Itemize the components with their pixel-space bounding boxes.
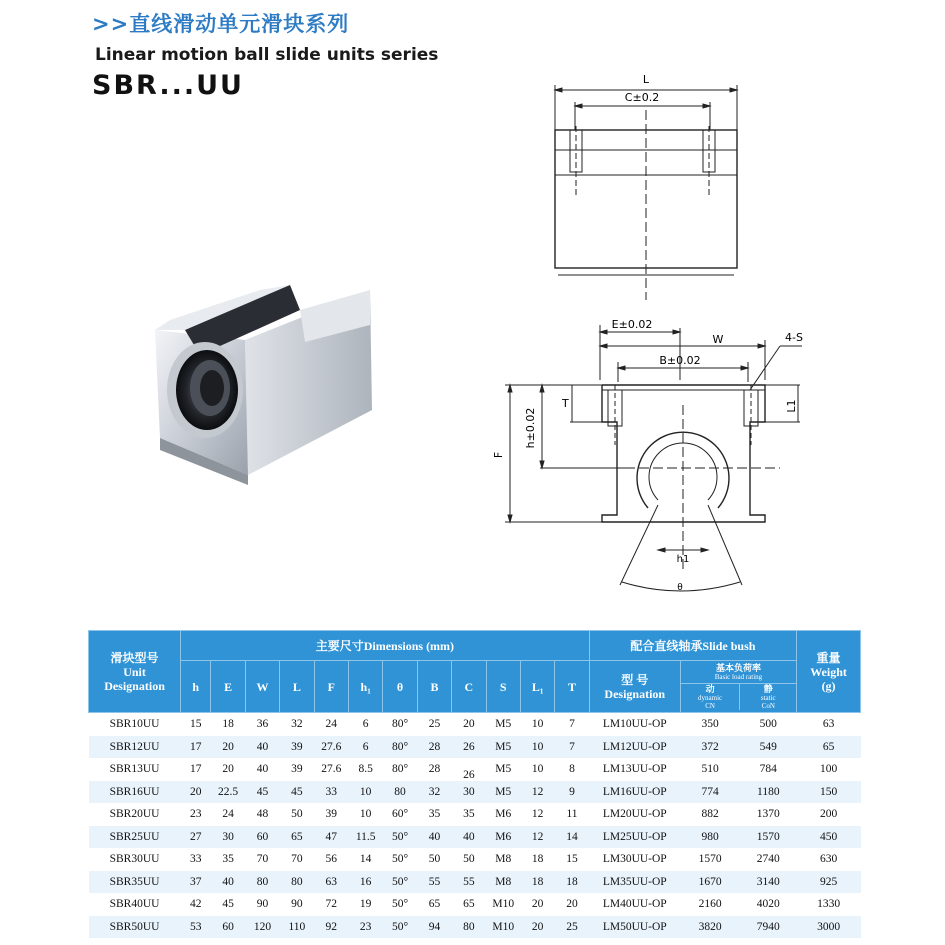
cell-bush-designation: LM30UU-OP — [602, 853, 667, 866]
header-weight-unit: (g) — [821, 678, 836, 693]
col-W: W — [245, 661, 279, 713]
cell-S: M5 — [495, 718, 512, 731]
cell-h: 20 — [181, 781, 211, 804]
cell-L1: 12 — [520, 826, 554, 849]
cell-E: 30 — [211, 826, 245, 849]
cell-h: 23 — [189, 808, 202, 821]
dim-label-h: h±0.02 — [524, 407, 537, 449]
cell-h: 17 — [181, 736, 211, 759]
cell-W: 36 — [256, 718, 269, 731]
cell-bush-designation: LM35UU-OP — [589, 871, 680, 894]
static-symbol: CoN — [761, 702, 775, 710]
cell-F: 72 — [325, 898, 338, 911]
cell-h1: 14 — [359, 853, 372, 866]
cell-h: 15 — [189, 718, 202, 731]
cell-F: 27.6 — [314, 736, 348, 759]
spec-table — [88, 630, 861, 938]
cell-static: 1370 — [756, 808, 780, 821]
col-L: L — [280, 661, 314, 713]
cell-L: 45 — [280, 781, 314, 804]
cell-L1: 10 — [520, 736, 554, 759]
cell-F: 33 — [314, 781, 348, 804]
cell-L1: 10 — [531, 763, 544, 776]
dim-label-S: 4-S — [785, 331, 803, 344]
cell-T: 9 — [555, 781, 589, 804]
cell-T: 15 — [566, 853, 578, 866]
cell-S: M5 — [495, 763, 512, 776]
rating-en: Basic load rating — [714, 673, 763, 681]
cell-weight: 3000 — [797, 916, 861, 939]
cell-S: M6 — [486, 826, 520, 849]
cell-S: M10 — [492, 898, 515, 911]
table-row — [89, 826, 861, 849]
cell-static: 549 — [740, 736, 797, 759]
cell-theta: 50° — [392, 853, 409, 866]
cell-L: 32 — [291, 718, 303, 731]
header-weight-en: Weight — [810, 664, 847, 679]
cell-C-merged: 26 — [463, 768, 475, 781]
cell-W: 120 — [245, 916, 279, 939]
dim-label-W: W — [712, 333, 724, 346]
cell-static: 500 — [759, 718, 777, 731]
cell-weight: 63 — [822, 718, 835, 731]
table-row — [89, 736, 861, 759]
cell-h: 33 — [189, 853, 202, 866]
cell-theta: 80° — [392, 763, 409, 776]
cell-bush-designation: LM20UU-OP — [602, 808, 667, 821]
row-designation: SBR35UU — [89, 871, 181, 894]
cell-C: 35 — [463, 808, 475, 821]
cell-W: 48 — [256, 808, 269, 821]
cell-h1: 6 — [362, 718, 369, 731]
cell-B: 28 — [417, 736, 451, 759]
row-designation: SBR12UU — [89, 736, 181, 759]
cell-B: 55 — [417, 871, 451, 894]
front-view-drawing — [480, 310, 820, 605]
cell-W: 70 — [256, 853, 269, 866]
cell-E: 24 — [222, 808, 234, 821]
row-designation: SBR10UU — [109, 718, 160, 731]
row-designation: SBR25UU — [89, 826, 181, 849]
cell-T: 8 — [569, 763, 575, 776]
cell-W: 60 — [245, 826, 279, 849]
spec-table-body — [89, 713, 861, 939]
cell-E: 45 — [222, 898, 234, 911]
col-h1: h₁ — [348, 661, 382, 713]
cell-bush-designation: LM50UU-OP — [589, 916, 680, 939]
cell-weight: 630 — [819, 853, 838, 866]
col-h: h — [181, 661, 211, 713]
col-F: F — [314, 661, 348, 713]
col-dynamic — [681, 684, 741, 710]
cell-h1: 6 — [348, 736, 382, 759]
cell-theta: 50° — [392, 898, 409, 911]
cell-T: 7 — [555, 736, 589, 759]
table-row — [89, 803, 861, 826]
cell-theta: 80° — [392, 718, 409, 731]
cell-S: M8 — [486, 871, 520, 894]
cell-h1: 19 — [359, 898, 372, 911]
cell-static: 4020 — [756, 898, 780, 911]
page-title-chinese: >>直线滑动单元滑块系列 — [92, 12, 350, 36]
spec-table-container — [88, 630, 861, 938]
cell-h: 17 — [189, 763, 202, 776]
dynamic-symbol: CN — [705, 702, 715, 710]
col-theta: θ — [383, 661, 417, 713]
cell-dynamic: 2160 — [698, 898, 722, 911]
header-unit-en: Unit — [123, 664, 146, 679]
cell-theta: 60° — [392, 808, 409, 821]
cell-T: 20 — [566, 898, 578, 911]
cell-bush-designation: LM12UU-OP — [589, 736, 680, 759]
cell-T: 14 — [555, 826, 589, 849]
table-row — [89, 758, 861, 781]
cell-B: 40 — [417, 826, 451, 849]
cell-bush-designation: LM10UU-OP — [602, 718, 667, 731]
cell-L: 110 — [280, 916, 314, 939]
cell-dynamic: 882 — [701, 808, 719, 821]
row-designation: SBR50UU — [89, 916, 181, 939]
cell-F: 27.6 — [321, 763, 342, 776]
cell-T: 25 — [555, 916, 589, 939]
cell-h: 37 — [181, 871, 211, 894]
cell-weight: 65 — [797, 736, 861, 759]
cell-dynamic: 510 — [701, 763, 719, 776]
static-cn: 静 — [763, 684, 773, 694]
table-row — [89, 713, 861, 736]
cell-C: 55 — [452, 871, 486, 894]
cell-F: 39 — [325, 808, 338, 821]
dim-label-B: B±0.02 — [659, 354, 701, 367]
dim-label-L1: L1 — [785, 399, 798, 413]
cell-T: 7 — [569, 718, 575, 731]
cell-theta: 50° — [383, 916, 417, 939]
cell-L: 90 — [291, 898, 303, 911]
cell-C: 20 — [463, 718, 475, 731]
cell-B: 50 — [428, 853, 441, 866]
cell-W: 45 — [245, 781, 279, 804]
table-row — [89, 871, 861, 894]
static-en: static — [760, 694, 776, 702]
cell-L1: 12 — [531, 808, 544, 821]
cell-h1: 16 — [348, 871, 382, 894]
cell-theta: 80 — [383, 781, 417, 804]
cell-E: 20 — [211, 736, 245, 759]
cell-dynamic: 3820 — [680, 916, 740, 939]
cell-S: M10 — [486, 916, 520, 939]
header-dimensions: 主要尺寸Dimensions (mm) — [181, 631, 590, 661]
cell-E: 60 — [211, 916, 245, 939]
cell-W: 90 — [256, 898, 269, 911]
col-load-rating — [680, 661, 796, 713]
header-weight — [797, 631, 861, 713]
top-view-drawing — [500, 70, 770, 300]
cell-C: 80 — [452, 916, 486, 939]
dynamic-cn: 动 — [705, 684, 715, 694]
cell-static: 1180 — [740, 781, 797, 804]
cell-C: 26 — [452, 736, 486, 759]
cell-W: 40 — [245, 736, 279, 759]
cell-F: 63 — [314, 871, 348, 894]
cell-B: 25 — [428, 718, 441, 731]
cell-dynamic: 372 — [680, 736, 740, 759]
cell-W: 40 — [256, 763, 269, 776]
cell-bush-designation: LM13UU-OP — [602, 763, 667, 776]
cell-h1: 8.5 — [358, 763, 373, 776]
cell-L: 39 — [280, 736, 314, 759]
row-designation: SBR40UU — [109, 898, 160, 911]
cell-weight: 200 — [819, 808, 838, 821]
header-weight-cn: 重量 — [816, 650, 841, 665]
cell-E: 35 — [222, 853, 234, 866]
dim-label-F: F — [492, 451, 505, 459]
cell-C: 40 — [452, 826, 486, 849]
cell-dynamic: 980 — [680, 826, 740, 849]
cell-L: 39 — [291, 763, 303, 776]
cell-weight: 100 — [819, 763, 838, 776]
cell-weight: 1330 — [817, 898, 841, 911]
header-unit-en2: Designation — [104, 678, 165, 693]
cell-E: 20 — [222, 763, 234, 776]
cell-F: 47 — [314, 826, 348, 849]
cell-L1: 18 — [520, 871, 554, 894]
cell-S: M5 — [486, 736, 520, 759]
cell-theta: 50° — [383, 826, 417, 849]
cell-L: 70 — [291, 853, 303, 866]
cell-dynamic: 1670 — [680, 871, 740, 894]
cell-S: M6 — [495, 808, 512, 821]
cell-L1: 18 — [531, 853, 544, 866]
cell-L: 65 — [280, 826, 314, 849]
row-designation: SBR30UU — [109, 853, 160, 866]
cell-L: 80 — [280, 871, 314, 894]
col-static — [740, 684, 796, 710]
col-T: T — [555, 661, 589, 713]
cell-F: 92 — [314, 916, 348, 939]
cell-B: 65 — [428, 898, 441, 911]
cell-F: 24 — [325, 718, 338, 731]
cell-theta: 80° — [383, 736, 417, 759]
dim-label-E: E±0.02 — [611, 318, 653, 331]
header-slide-bush: 配合直线轴承Slide bush — [589, 631, 796, 661]
cell-C: 65 — [463, 898, 475, 911]
model-series: SBR...UU — [92, 70, 244, 101]
cell-L1: 10 — [531, 718, 544, 731]
product-photo — [140, 270, 390, 490]
cell-h1: 23 — [348, 916, 382, 939]
col-type-en: Designation — [604, 686, 666, 701]
cell-T: 18 — [555, 871, 589, 894]
cell-dynamic: 350 — [701, 718, 719, 731]
cell-h: 42 — [189, 898, 202, 911]
row-designation: SBR13UU — [109, 763, 160, 776]
cell-theta: 50° — [383, 871, 417, 894]
dim-label-L: L — [642, 73, 650, 86]
cell-C: 50 — [463, 853, 475, 866]
cell-L: 50 — [291, 808, 303, 821]
cell-static: 3140 — [740, 871, 797, 894]
cell-S: M8 — [495, 853, 512, 866]
dim-label-h1: h1 — [676, 554, 690, 565]
header-unit-cn: 滑块型号 — [110, 650, 159, 665]
dynamic-en: dynamic — [698, 694, 723, 702]
col-type-cn: 型 号 — [621, 672, 649, 687]
dim-label-C: C±0.2 — [624, 91, 660, 104]
cell-T: 11 — [566, 808, 578, 821]
cell-bush-designation: LM16UU-OP — [589, 781, 680, 804]
cell-B: 94 — [417, 916, 451, 939]
cell-static: 784 — [759, 763, 777, 776]
dim-label-T: T — [562, 397, 569, 410]
header-unit-designation — [89, 631, 181, 713]
cell-E: 18 — [222, 718, 234, 731]
rating-cn: 基本负荷率 — [715, 663, 761, 673]
col-E: E — [211, 661, 245, 713]
cell-S: M5 — [486, 781, 520, 804]
table-row — [89, 893, 861, 916]
cell-E: 40 — [211, 871, 245, 894]
cell-weight: 150 — [797, 781, 861, 804]
cell-B: 35 — [428, 808, 441, 821]
col-type — [589, 661, 680, 713]
cell-B: 28 — [428, 763, 441, 776]
cell-C: 30 — [452, 781, 486, 804]
cell-weight: 925 — [797, 871, 861, 894]
cell-h: 53 — [181, 916, 211, 939]
table-row — [89, 848, 861, 871]
cell-h: 27 — [181, 826, 211, 849]
cell-W: 80 — [245, 871, 279, 894]
table-row — [89, 916, 861, 939]
cell-E: 22.5 — [211, 781, 245, 804]
col-C: C — [452, 661, 486, 713]
cell-static: 2740 — [756, 853, 780, 866]
cell-dynamic: 774 — [680, 781, 740, 804]
cell-h1: 10 — [348, 781, 382, 804]
cell-h1: 10 — [359, 808, 372, 821]
cell-bush-designation: LM40UU-OP — [602, 898, 667, 911]
cell-static: 1570 — [740, 826, 797, 849]
col-L1: L₁ — [520, 661, 554, 713]
cell-h1: 11.5 — [348, 826, 382, 849]
cell-L1: 20 — [531, 898, 544, 911]
dim-label-theta: θ — [677, 583, 683, 593]
table-row — [89, 781, 861, 804]
cell-dynamic: 1570 — [698, 853, 722, 866]
row-designation: SBR20UU — [109, 808, 160, 821]
col-B: B — [417, 661, 451, 713]
cell-L1: 12 — [520, 781, 554, 804]
cell-L1: 20 — [520, 916, 554, 939]
cell-B: 32 — [417, 781, 451, 804]
cell-static: 7940 — [740, 916, 797, 939]
row-designation: SBR16UU — [89, 781, 181, 804]
cell-bush-designation: LM25UU-OP — [589, 826, 680, 849]
page-title-english: Linear motion ball slide units series — [95, 45, 439, 65]
cell-F: 56 — [325, 853, 338, 866]
col-S: S — [486, 661, 520, 713]
cell-weight: 450 — [797, 826, 861, 849]
